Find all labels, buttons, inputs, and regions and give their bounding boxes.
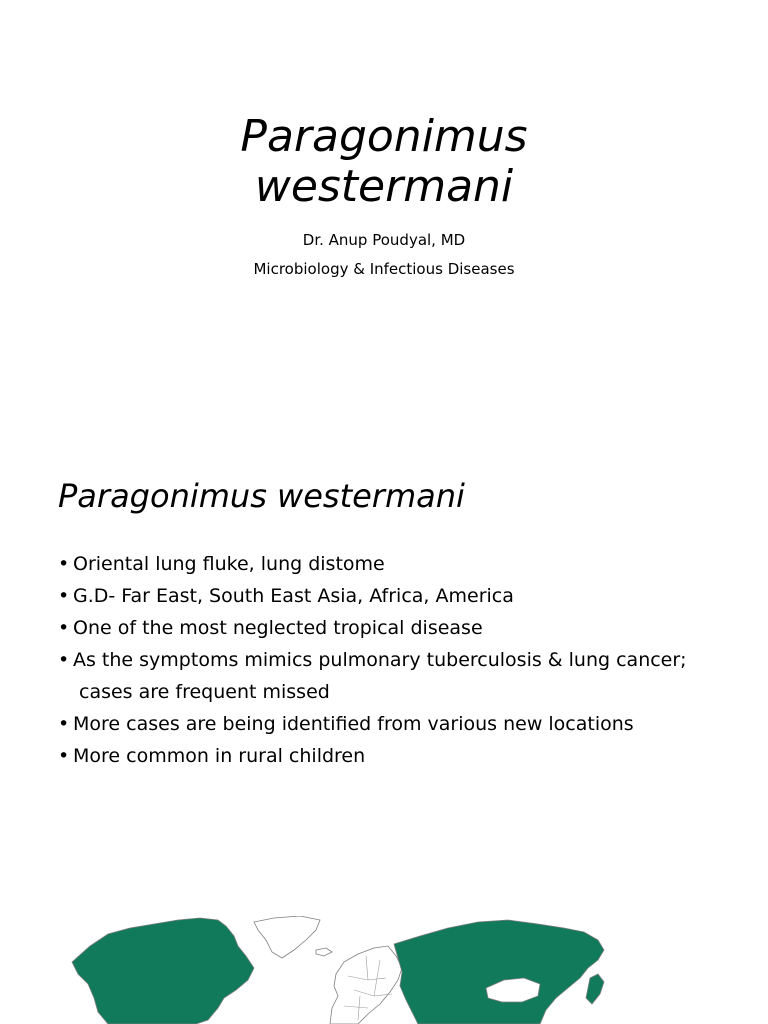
bullet-item	[58, 708, 718, 740]
content-slide	[0, 432, 768, 1024]
world-distribution-map	[68, 916, 608, 1024]
bullet-continuation: cases are frequent missed	[79, 681, 330, 703]
author-name: Dr. Anup Poudyal, MD	[302, 231, 466, 249]
bullet-text: As the symptoms mimics pulmonary tuberculosis & lung cancer;	[73, 649, 687, 671]
bullet-item	[58, 580, 718, 612]
bullet-dot: •	[58, 649, 70, 671]
title-slide	[0, 0, 768, 432]
bullet-text: G.D- Far East, South East Asia, Africa, America	[73, 585, 514, 607]
map-region-greenland	[254, 916, 320, 958]
presentation-title	[0, 112, 768, 212]
bullet-text: More cases are being identified from various new locations	[73, 713, 634, 735]
bullet-text: One of the most neglected tropical disease	[73, 617, 483, 639]
department-name: Microbiology & Infectious Diseases	[253, 260, 515, 278]
bullet-item	[58, 612, 718, 644]
bullet-dot: •	[58, 617, 70, 639]
map-region-iceland	[316, 948, 332, 956]
bullet-dot: •	[58, 745, 70, 767]
bullet-list	[58, 548, 718, 772]
bullet-item	[58, 548, 718, 580]
bullet-dot: •	[58, 585, 70, 607]
bullet-dot: •	[58, 713, 70, 735]
title-line-2: westermani	[254, 161, 514, 212]
bullet-item	[58, 740, 718, 772]
map-region-japan	[586, 974, 604, 1004]
bullet-item	[58, 644, 718, 708]
map-region-north-america	[72, 918, 254, 1024]
bullet-text: More common in rural children	[73, 745, 366, 767]
bullet-text: Oriental lung fluke, lung distome	[73, 553, 385, 575]
map-region-asia	[394, 920, 604, 1024]
slide-title: Paragonimus westermani	[58, 477, 465, 515]
title-line-1: Paragonimus	[240, 111, 528, 162]
bullet-dot: •	[58, 553, 70, 575]
